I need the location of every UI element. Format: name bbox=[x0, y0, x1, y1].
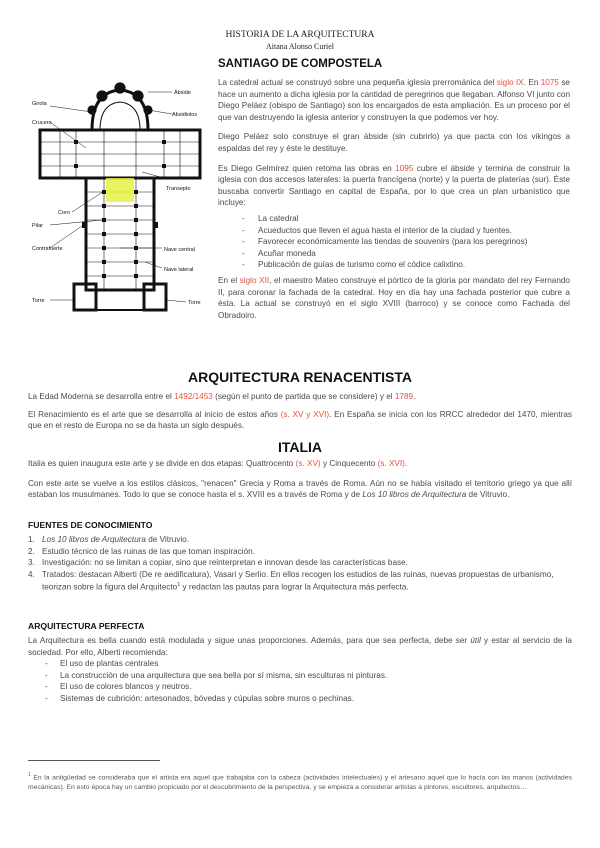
list-item: - El uso de colores blancos y neutros. bbox=[28, 681, 572, 693]
list-item: - Favorecer económicamente las tiendas de souvenirs (para los peregrinos) bbox=[218, 236, 570, 248]
label-torre-right: Torre bbox=[188, 300, 201, 306]
list-item: - Sistemas de cubrición: artesonados, bóvedas y cúpulas sobre muros o pechinas. bbox=[28, 693, 572, 705]
list-item: 3. Investigación: no se limitan a copiar, sino que reinterpretan e innovan desde las características base. bbox=[28, 558, 408, 568]
italia-paragraph-1: Italia es quien inaugura este arte y se divide en dos etapas: Quattrocento (s. XV) y Cinquecento (s. XVI). bbox=[28, 459, 408, 468]
subsection-title-fuentes: FUENTES DE CONOCIMIENTO bbox=[28, 520, 153, 530]
label-contrafuerte: Contrafuerte bbox=[32, 246, 63, 252]
list-item: 4. Tratados: destacan Alberti (De re aedificatura), Vasari y Serlio. En ellos recogen los estudios de las ruinas, nuevas propuestas de urbanismo, teorizan sobre la figura del Arquitecto$^1$ y redactan las pautas para lograr la Arquitectura más perfecta. bbox=[28, 569, 554, 593]
fuentes-list bbox=[28, 534, 572, 594]
label-crucero: Crucero bbox=[32, 120, 52, 126]
chapel-mark bbox=[97, 91, 107, 101]
list-item: - Acuñar moneda bbox=[218, 248, 570, 260]
list-item: - La catedral bbox=[218, 213, 570, 225]
label-absidiolos: Absidiolos bbox=[172, 112, 198, 118]
plan-list bbox=[218, 213, 570, 271]
perfecta-text bbox=[28, 635, 572, 705]
chapel-mark bbox=[88, 106, 96, 114]
label-pilar: Pilar bbox=[32, 223, 44, 229]
italia-paragraph-2: Con este arte se vuelve a los estilos clásicos, "renacen" Grecia y Roma a través de Roma. Aún no se había visitado el territorio griego ya que allí estaban los musulmanes. Todo lo que se conoce hasta el s. XVIII es a través de Roma y de Los 10 libros de Arquitectura de Vitruvio. bbox=[28, 478, 572, 500]
label-abside: Ábside bbox=[174, 90, 191, 96]
santiago-paragraph-3: Es Diego Gelmírez quien retoma las obras en 1095 cubre el ábside y termina de construir la iglesia con dos accesos laterales: la puerta francígena (norte) y la puerta de platerías (sur). Éste buscaba convertir Santiago en capital de España, por lo que crea un plan urbanístico que incluye: bbox=[218, 163, 570, 208]
label-nave-lateral: Nave lateral bbox=[164, 267, 194, 273]
santiago-paragraph-2: Diego Peláez solo construye el gran ábside (sin cubrirlo) ya que pacta con los vikingos a espaldas del rey y éste le destituye. bbox=[218, 132, 570, 153]
section-title-santiago: SANTIAGO DE COMPOSTELA bbox=[218, 58, 383, 70]
section-title-italia: ITALIA bbox=[277, 439, 323, 455]
renacentista-paragraph-1: La Edad Moderna se desarrolla entre el 1492/1453 (según el punto de partida que se considere) y el 1789. bbox=[28, 392, 416, 401]
label-transepto: Transepto bbox=[166, 186, 191, 192]
renacentista-paragraph-2: El Renacimiento es el arte que se desarrolla al inicio de estos años (s. XV y XVI). En España se inicia con los RRCC alrededor del 1470, mientras que en el resto de Europa no se da hasta un siglo después. bbox=[28, 409, 573, 431]
course-title: HISTORIA DE LA ARQUITECTURA bbox=[225, 30, 375, 40]
list-item: - La construcción de una arquitectura que sea bella por sí misma, sin esculturas ni pinturas. bbox=[28, 670, 572, 682]
subsection-title-perfecta: ARQUITECTURA PERFECTA bbox=[28, 621, 145, 631]
list-item: - Publicación de guías de turismo como el códice calixtino. bbox=[218, 259, 570, 271]
label-torre-left: Torre bbox=[32, 298, 45, 304]
coro-highlight bbox=[106, 178, 134, 202]
renacentista-text bbox=[28, 391, 572, 432]
perfecta-list bbox=[28, 658, 572, 704]
section-title-renacentista: ARQUITECTURA RENACENTISTA bbox=[188, 369, 412, 385]
chapel-mark bbox=[133, 91, 143, 101]
perfecta-paragraph: La Arquitectura es bella cuando está modulada y sigue unas proporciones. Además, para que sea perfecta, debe ser útil y estar al servicio de la sociedad. Por ello, Alberti recomienda: bbox=[28, 636, 572, 657]
list-item: 2. Estudio técnico de las ruinas de las que toman inspiración. bbox=[28, 546, 255, 556]
author-name: Aitana Alonso Curiel bbox=[266, 42, 334, 51]
label-girola: Girola bbox=[32, 101, 47, 107]
label-coro: Coro bbox=[58, 210, 70, 216]
chapel-mark bbox=[115, 83, 125, 93]
italia-text bbox=[28, 458, 572, 501]
label-nave-central: Nave central bbox=[164, 247, 195, 253]
list-item: - Acueductos que lleven el agua hasta el interior de la ciudad y fuentes. bbox=[218, 225, 570, 237]
cathedral-floor-plan bbox=[30, 72, 210, 317]
list-item: 1. Los 10 libros de Arquitectura de Vitruvio. bbox=[28, 535, 190, 544]
footnote-divider bbox=[28, 760, 160, 761]
santiago-text bbox=[218, 77, 570, 321]
footnote: $^1$ En la antigüedad se consideraba que el artista era aquel que trabajaba con la cabeza (actividades intelectuales) y el artesano aquel que lo hacía con las manos (actividades mecánicas). En esto época hay un cambio propiciado por el descubrimiento de la perspectiva, y se empieza a considerar artistas a pintores, escultores, arquitectos… bbox=[28, 772, 573, 792]
santiago-paragraph-4: En el siglo XII, el maestro Mateo construye el pórtico de la gloria por mandato del rey Fernando II, para coronar la fachada de la catedral. Hoy en día hay una fachada posterior que cubre a ésta. La actual se construyó en el siglo XVIII (barroco) y se conoce como Fachada del Obradoiro. bbox=[218, 275, 570, 320]
santiago-paragraph-1: La catedral actual se construyó sobre una pequeña iglesia prerrománica del siglo IX. En 1075 se hace un aumento a dicha iglesia por la cantidad de peregrinos que llegaban. Alfonso VI junto con Diego Peláez (obispo de Santiago) son los encargados de esta ampliación. Es un proceso por el que van destruyendo la iglesia anterior y construyen la que podemos ver hoy. bbox=[218, 78, 570, 122]
list-item: - El uso de plantas centrales bbox=[28, 658, 572, 670]
